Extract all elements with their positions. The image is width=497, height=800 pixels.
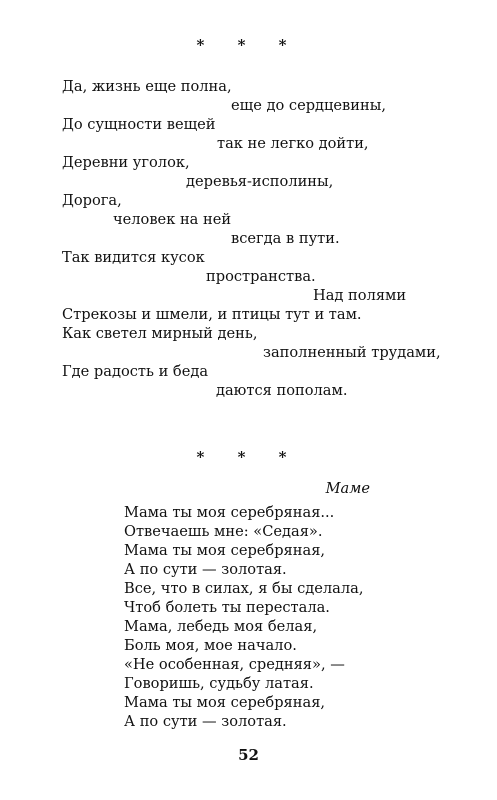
section-ornament-1: * * * [196,36,301,54]
poem-line: человек на ней [113,211,232,228]
poem-line: даются пополам. [216,382,348,399]
poem-line: Отвечаешь мне: «Седая». [124,523,323,540]
poem-line: всегда в пути. [231,230,340,247]
poem-line: так не легко дойти, [217,135,369,152]
poem-line: Где радость и беда [62,363,209,380]
poem-line: А по сути — золотая. [124,713,287,730]
poem-line: Все, что в силах, я бы сделала, [124,580,364,597]
section-ornament-2: * * * [196,448,301,466]
poem-line: Мама ты моя серебряная, [124,694,326,711]
poem-line: Боль моя, мое начало. [124,637,297,654]
poem-line: Мама ты моя серебряная... [124,504,335,521]
poem-line: Говоришь, судьбу латая. [124,675,314,692]
poem-line: До сущности вещей [62,116,216,133]
poem-line: Дорога, [62,192,122,209]
poem-line: Деревни уголок, [62,154,190,171]
poem-line: пространства. [206,268,316,285]
page-number: 52 [238,746,259,764]
poem-line: Мама, лебедь моя белая, [124,618,318,635]
poem-line: Мама ты моя серебряная, [124,542,326,559]
poem-dedication: Маме [325,480,370,497]
poem-line: А по сути — золотая. [124,561,287,578]
poem-line: «Не особенная, средняя», — [124,656,345,673]
poem-line: Чтоб болеть ты перестала. [124,599,330,616]
poem-line: Стрекозы и шмели, и птицы тут и там. [62,306,362,323]
poem-line: Над полями [313,287,407,304]
poem-line: заполненный трудами, [263,344,441,361]
poem-line: еще до сердцевины, [231,97,386,114]
poem-line: деревья-исполины, [186,173,334,190]
poem-line: Так видится кусок [62,249,205,266]
poem-line: Как светел мирный день, [62,325,258,342]
poem-line: Да, жизнь еще полна, [62,78,232,95]
